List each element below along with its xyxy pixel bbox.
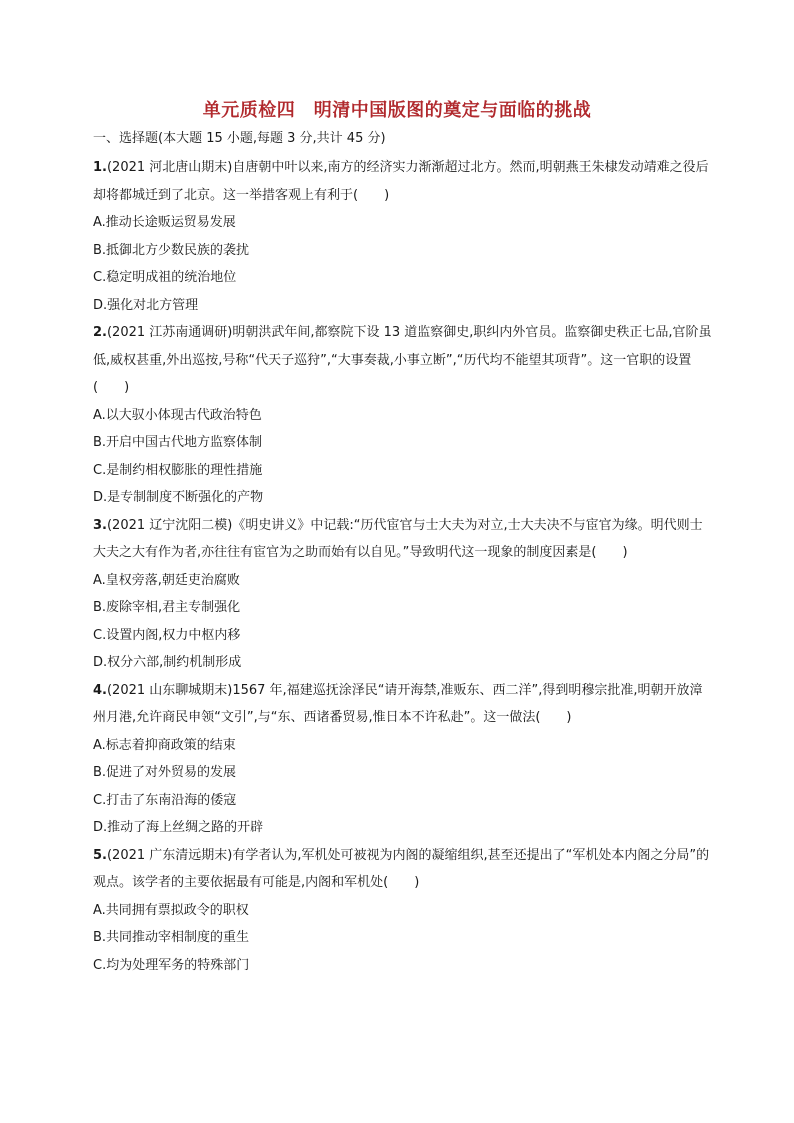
- option-a[interactable]: A.推动长途贩运贸易发展: [93, 215, 236, 230]
- question-list: [93, 130, 713, 979]
- section-heading: 一、选择题(本大题 15 小题,每题 3 分,共计 45 分): [93, 131, 386, 146]
- option-c[interactable]: C.打击了东南沿海的倭寇: [93, 792, 237, 808]
- question-number: 1.: [93, 160, 107, 175]
- question-number: 2.: [93, 325, 107, 340]
- option-a[interactable]: A.标志着抑商政策的结束: [93, 737, 236, 753]
- question-text: (2021 辽宁沈阳二模)《明史讲义》中记载:“历代宦官与士大夫为对立,士大夫决不与宦官为缘。明代则士大夫之大有作为者,亦往往有宦官为之助而始有以自见。”导致明代这一现象的制度因素是( ): [93, 517, 703, 560]
- option-b[interactable]: B.废除宰相,君主专制强化: [93, 600, 241, 615]
- option-c[interactable]: C.稳定明成祖的统治地位: [93, 270, 237, 285]
- question-stem: [93, 677, 713, 732]
- question-4: [93, 677, 713, 842]
- question-text: (2021 广东清远期末)有学者认为,军机处可被视为内阁的凝缩组织,甚至还提出了“军机处本内阁之分局”的观点。该学者的主要依据最有可能是,内阁和军机处( ): [93, 847, 710, 890]
- question-2: [93, 319, 713, 512]
- option-c[interactable]: C.设置内阁,权力中枢内移: [93, 627, 241, 643]
- option-c[interactable]: C.是制约相权膨胀的理性措施: [93, 462, 263, 478]
- question-stem: [93, 154, 713, 209]
- option-b[interactable]: B.共同推动宰相制度的重生: [93, 930, 250, 945]
- option-c[interactable]: C.均为处理军务的特殊部门: [93, 957, 250, 973]
- question-5: [93, 842, 713, 980]
- question-3: [93, 512, 713, 677]
- question-stem: [93, 319, 713, 402]
- question-stem: [93, 842, 713, 897]
- option-a[interactable]: A.皇权旁落,朝廷吏治腐败: [93, 572, 240, 588]
- option-a[interactable]: A.共同拥有票拟政令的职权: [93, 902, 249, 918]
- option-d[interactable]: D.强化对北方管理: [93, 297, 199, 313]
- option-a[interactable]: A.以大驭小体现古代政治特色: [93, 407, 262, 423]
- page-title: 单元质检四 明清中国版图的奠定与面临的挑战: [202, 100, 592, 121]
- question-text: (2021 山东聊城期末)1567 年,福建巡抚涂泽民“请开海禁,准贩东、西二洋”,得到明穆宗批准,明朝开放漳州月港,允许商民申领“文引”,与“东、西诸番贸易,惟日本不许私赴”。这一做法( ): [93, 682, 703, 725]
- question-number: 3.: [93, 517, 107, 533]
- question-number: 5.: [93, 847, 107, 863]
- question-number: 4.: [93, 682, 107, 698]
- option-b[interactable]: B.开启中国古代地方监察体制: [93, 435, 263, 450]
- question-text: (2021 江苏南通调研)明朝洪武年间,都察院下设 13 道监察御史,职纠内外官员。监察御史秩正七品,官阶虽低,威权甚重,外出巡按,号称“代天子巡狩”,“大事奏裁,小事立断”,“历代均不能望其项背”。这一官职的设置( ): [93, 325, 712, 395]
- option-d[interactable]: D.权分六部,制约机制形成: [93, 655, 242, 670]
- question-1: [93, 154, 713, 319]
- question-text: (2021 河北唐山期末)自唐朝中叶以来,南方的经济实力渐渐超过北方。然而,明朝燕王朱棣发动靖难之役后却将都城迁到了北京。这一举措客观上有利于( ): [93, 160, 709, 203]
- option-d[interactable]: D.是专制制度不断强化的产物: [93, 490, 264, 505]
- option-d[interactable]: D.推动了海上丝绸之路的开辟: [93, 820, 264, 835]
- option-b[interactable]: B.促进了对外贸易的发展: [93, 765, 237, 780]
- option-b[interactable]: B.抵御北方少数民族的袭扰: [93, 242, 250, 258]
- question-stem: [93, 512, 713, 567]
